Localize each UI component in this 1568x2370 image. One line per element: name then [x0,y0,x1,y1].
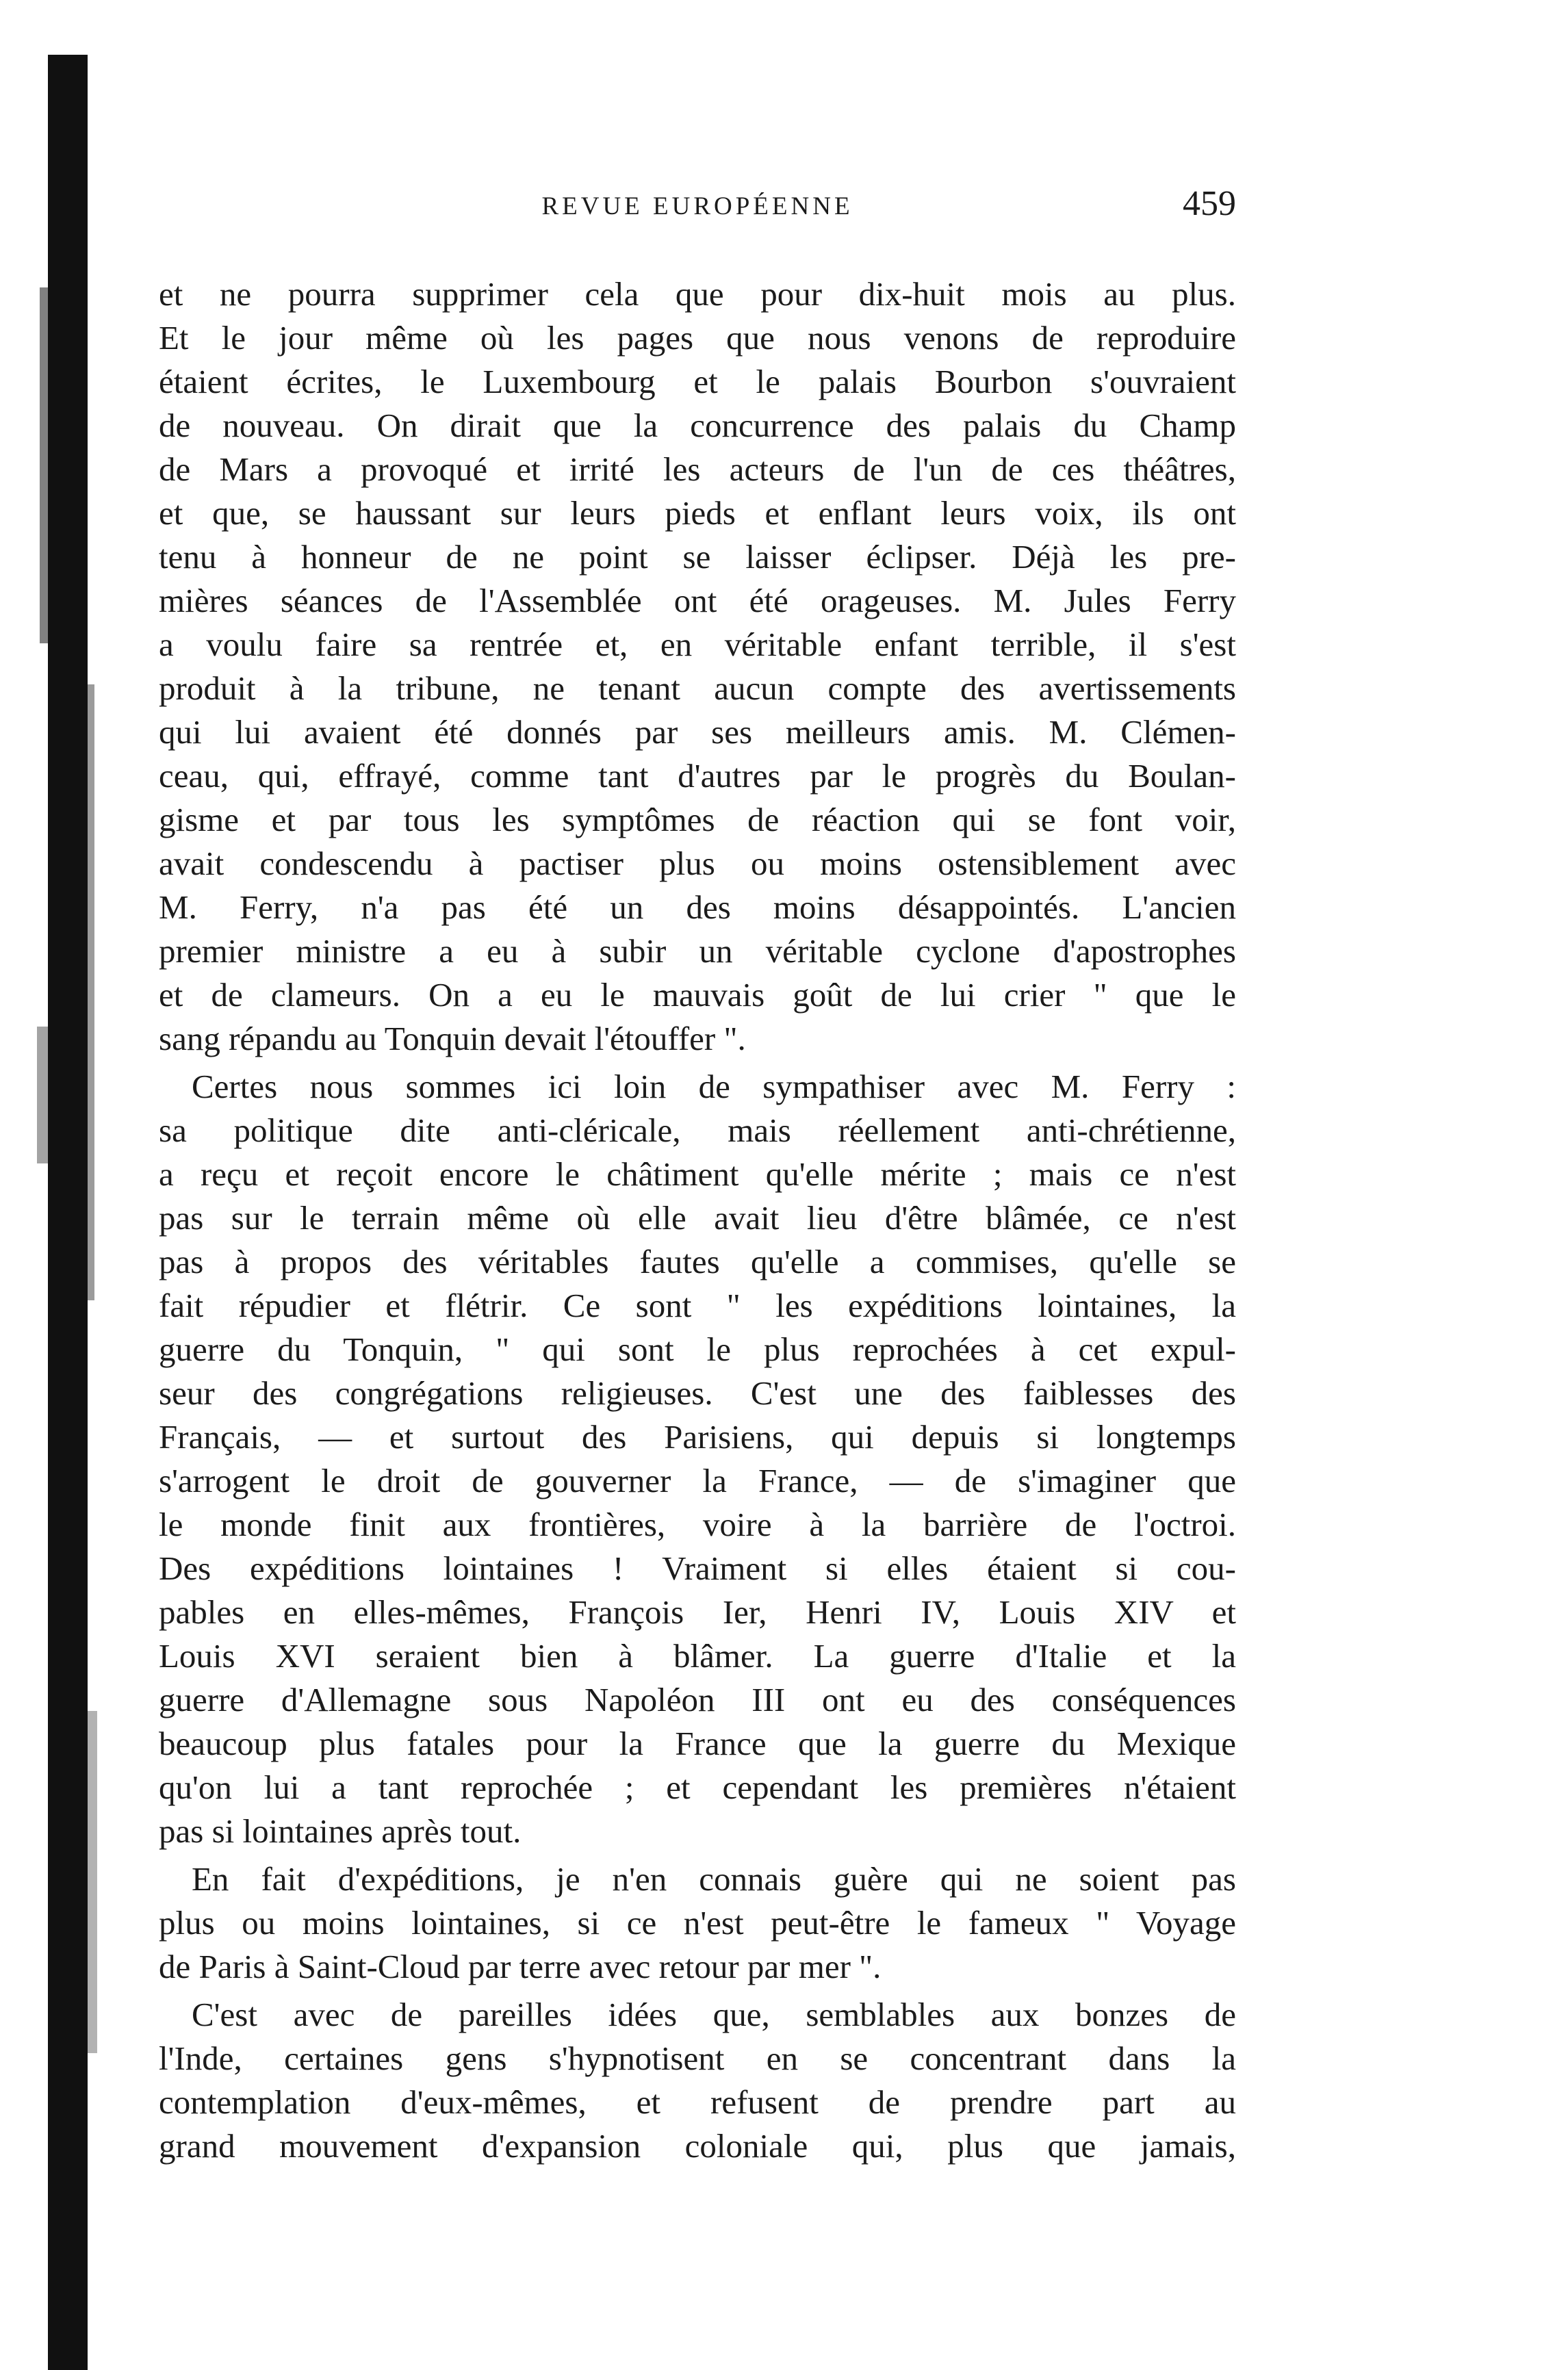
text-line: En fait d'expéditions, je n'en connais guère qui ne soient pas [192,1860,1236,1898]
text-line: Certes nous sommes ici loin de sympathiser avec M. Ferry : [192,1068,1236,1105]
text-line: seur des congrégations religieuses. C'est une des faiblesses des [159,1374,1236,1412]
book-page [159,183,1236,2168]
text-line: qui lui avaient été donnés par ses meilleurs amis. M. Clémen- [159,713,1236,751]
text-line: Français, — et surtout des Parisiens, qui depuis si longtemps [159,1418,1236,1456]
text-line: Louis XVI seraient bien à blâmer. La guerre d'Italie et la [159,1637,1236,1675]
text-line: étaient écrites, le Luxembourg et le palais Bourbon s'ouvraient [159,363,1236,400]
text-line: sang répandu au Tonquin devait l'étouffer ". [159,1020,746,1057]
body-text [159,272,1236,2168]
text-line: de Paris à Saint-Cloud par terre avec retour par mer ". [159,1948,882,1985]
scan-binding-edge [0,0,116,2370]
text-line: ceau, qui, effrayé, comme tant d'autres par le progrès du Boulan- [159,757,1236,795]
text-line: grand mouvement d'expansion coloniale qui, plus que jamais, [159,2127,1236,2165]
text-line: l'Inde, certaines gens s'hypnotisent en se concentrant dans la [159,2039,1236,2077]
text-line: pas sur le terrain même où elle avait lieu d'être blâmée, ce n'est [159,1199,1236,1237]
text-line: fait répudier et flétrir. Ce sont " les expéditions lointaines, la [159,1287,1236,1324]
text-line: a voulu faire sa rentrée et, en véritable enfant terrible, il s'est [159,626,1236,663]
text-line: et ne pourra supprimer cela que pour dix-huit mois au plus. [159,275,1236,313]
text-line: premier ministre a eu à subir un véritable cyclone d'apostrophes [159,932,1236,970]
text-line: Et le jour même où les pages que nous venons de reproduire [159,319,1236,357]
text-line: beaucoup plus fatales pour la France que la guerre du Mexique [159,1725,1236,1762]
text-line: guerre du Tonquin, " qui sont le plus reprochées à cet expul- [159,1330,1236,1368]
text-line: avait condescendu à pactiser plus ou moins ostensiblement avec [159,845,1236,882]
text-line: de nouveau. On dirait que la concurrence des palais du Champ [159,407,1236,444]
text-line: a reçu et reçoit encore le châtiment qu'elle mérite ; mais ce n'est [159,1155,1236,1193]
text-line: le monde finit aux frontières, voire à la barrière de l'octroi. [159,1506,1236,1543]
running-head [159,183,1236,238]
text-line: s'arrogent le droit de gouverner la France, — de s'imaginer que [159,1462,1236,1499]
text-line: qu'on lui a tant reprochée ; et cependant les premières n'étaient [159,1768,1236,1806]
page-number: 459 [1183,184,1236,223]
text-line: et de clameurs. On a eu le mauvais goût de lui crier " que le [159,976,1236,1014]
text-line: guerre d'Allemagne sous Napoléon III ont eu des conséquences [159,1681,1236,1718]
text-line: C'est avec de pareilles idées que, semblables aux bonzes de [192,1996,1236,2033]
text-line: pables en elles-mêmes, François Ier, Henri IV, Louis XIV et [159,1593,1236,1631]
text-line: contemplation d'eux-mêmes, et refusent de prendre part au [159,2083,1236,2121]
text-line: pas si lointaines après tout. [159,1812,522,1850]
text-line: et que, se haussant sur leurs pieds et enflant leurs voix, ils ont [159,494,1236,532]
text-line: de Mars a provoqué et irrité les acteurs de l'un de ces théâtres, [159,450,1236,488]
text-line: plus ou moins lointaines, si ce n'est peut-être le fameux " Voyage [159,1904,1236,1942]
text-line: gisme et par tous les symptômes de réaction qui se font voir, [159,801,1236,838]
text-line: tenu à honneur de ne point se laisser éclipser. Déjà les pre- [159,538,1236,576]
text-line: Des expéditions lointaines ! Vraiment si elles étaient si cou- [159,1549,1236,1587]
text-line: sa politique dite anti-cléricale, mais réellement anti-chrétienne, [159,1111,1236,1149]
text-line: M. Ferry, n'a pas été un des moins désappointés. L'ancien [159,888,1236,926]
running-title: REVUE EUROPÉENNE [541,192,853,220]
text-line: mières séances de l'Assemblée ont été orageuses. M. Jules Ferry [159,582,1236,619]
text-line: pas à propos des véritables fautes qu'elle a commises, qu'elle se [159,1243,1236,1280]
text-line: produit à la tribune, ne tenant aucun compte des avertissements [159,669,1236,707]
